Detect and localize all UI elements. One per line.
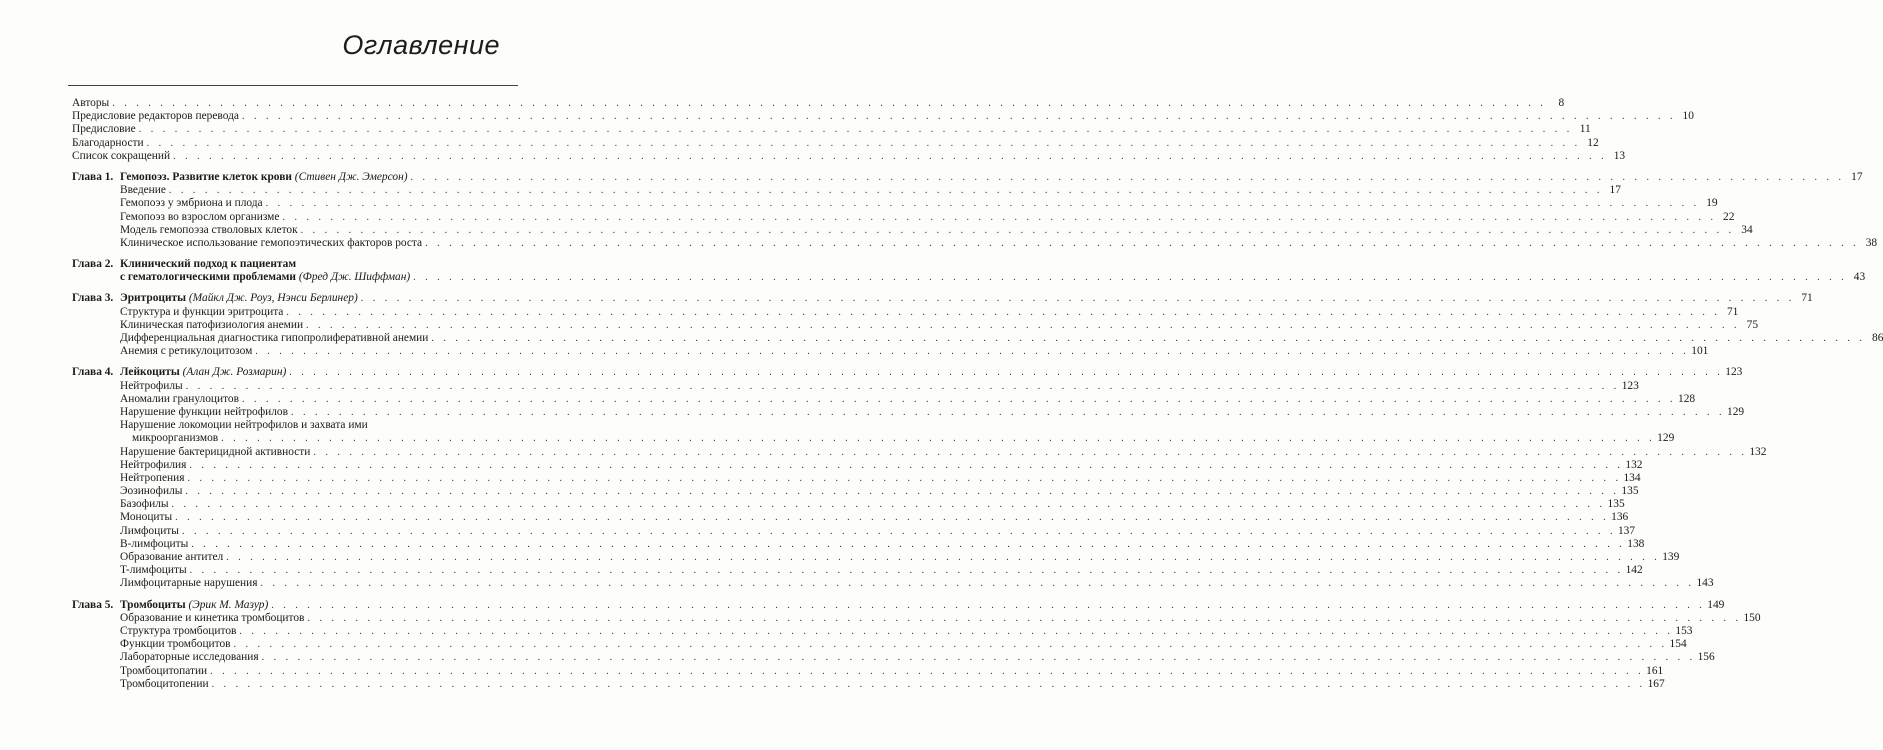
page-number: 22 — [1723, 210, 1735, 223]
page-number: 34 — [1741, 223, 1753, 236]
chapter-author: (Эрик М. Мазур) — [188, 598, 269, 611]
section-entry[interactable] — [72, 677, 1665, 691]
page-number: 136 — [1611, 511, 1629, 524]
section-entry[interactable] — [72, 577, 1714, 590]
chapter-author: (Майкл Дж. Роуз, Нэнси Берлинер) — [188, 292, 358, 305]
section-entry[interactable] — [72, 511, 1629, 524]
entry-title — [120, 271, 413, 284]
dot-leader: . . . . . . . . . . . . . . . . . . . . . . . . . . . . . . . . . . . . . . . . . . . . . . . . . . . . . . . . . . . . . . . . . . . . . . . . . . . . . . . . . . . . . . . . . . . . . . . . . . . . . . . . . . . . . . . . . . . . . . . . — [260, 578, 1695, 590]
entry-title: Введение — [120, 184, 169, 197]
dot-leader: . . . . . . . . . . . . . . . . . . . . . . . . . . . . . . . . . . . . . . . . . . . . . . . . . . . . . . . . . . . . . . . . . . . . . . . . . . . . . . . . . . . . . . . . . . . . . . . . . . . . . . . . . . . . . . . . . . . . . . . . — [300, 224, 1735, 236]
dot-leader: . . . . . . . . . . . . . . . . . . . . . . . . . . . . . . . . . . . . . . . . . . . . . . . . . . . . . . . . . . . . . . . . . . . . . . . . . . . . . . . . . . . . . . . . . . . . . . . . . . . . . . . . . . . . . . . . . . . . . . . . — [271, 599, 1706, 611]
dot-leader: . . . . . . . . . . . . . . . . . . . . . . . . . . . . . . . . . . . . . . . . . . . . . . . . . . . . . . . . . . . . . . . . . . . . . . . . . . . . . . . . . . . . . . . . . . . . . . . . . . . . . . . . . . . . . . . . . . . . . . . . — [286, 306, 1721, 318]
section-entry[interactable] — [72, 305, 1739, 319]
chapter-label: Глава 1. — [72, 170, 114, 183]
chapter-heading[interactable] — [72, 258, 518, 271]
section-entry[interactable] — [72, 236, 1878, 250]
front-matter-entry[interactable] — [72, 136, 1599, 150]
dot-leader: . . . . . . . . . . . . . . . . . . . . . . . . . . . . . . . . . . . . . . . . . . . . . . . . . . . . . . . . . . . . . . . . . . . . . . . . . . . . . . . . . . . . . . . . . . . . . . . . . . . . . . . . . . . . . . . . . . . . . . . . — [187, 472, 1622, 484]
page-number: 128 — [1678, 392, 1696, 405]
entry-title — [120, 366, 289, 379]
chapter-title: Гемопоэз. Развитие клеток крови — [120, 170, 292, 183]
page-number: 167 — [1647, 677, 1665, 690]
entry-title: Предисловие редакторов перевода — [72, 110, 242, 123]
page-number: 86 — [1872, 332, 1883, 344]
chapter-heading[interactable] — [72, 598, 1725, 612]
dot-leader: . . . . . . . . . . . . . . . . . . . . . . . . . . . . . . . . . . . . . . . . . . . . . . . . . . . . . . . . . . . . . . . . . . . . . . . . . . . . . . . . . . . . . . . . . . . . . . . . . . . . . . . . . . . . . . . . . . . . . . . . — [185, 486, 1620, 498]
chapter-label: Глава 3. — [72, 292, 114, 305]
entry-title: Лимфоциты — [120, 525, 182, 538]
front-matter-entry[interactable] — [72, 149, 1626, 163]
entry-title: Анемия с ретикулоцитозом — [120, 345, 255, 358]
dot-leader: . . . . . . . . . . . . . . . . . . . . . . . . . . . . . . . . . . . . . . . . . . . . . . . . . . . . . . . . . . . . . . . . . . . . . . . . . . . . . . . . . . . . . . . . . . . . . . . . . . . . . . . . . . . . . . . . . . . . . . . . — [175, 512, 1610, 524]
chapter-label: Глава 4. — [72, 366, 114, 379]
section-entry[interactable] — [72, 223, 1753, 237]
front-matter-entry[interactable] — [72, 123, 1591, 136]
entry-title: Моноциты — [120, 511, 175, 524]
section-entry[interactable] — [72, 471, 1641, 485]
chapter-heading[interactable] — [72, 366, 1743, 379]
section-entry[interactable]: Нарушение локомоции нейтрофилов и захвата ими — [120, 419, 368, 432]
section-entry[interactable] — [72, 564, 1643, 577]
entry-title: Нарушение функции нейтрофилов — [120, 406, 291, 419]
chapter-title-continued: с гематологическими проблемами — [120, 271, 296, 284]
entry-title: Гемопоэз у эмбриона и плода — [120, 197, 266, 210]
section-entry[interactable] — [72, 405, 1745, 419]
dot-leader: . . . . . . . . . . . . . . . . . . . . . . . . . . . . . . . . . . . . . . . . . . . . . . . . . . . . . . . . . . . . . . . . . . . . . . . . . . . . . . . . . . . . . . . . . . . . . . . . . . . . . . . . . . . . . . . . . . . . . . . . — [282, 211, 1717, 223]
section-gap — [72, 284, 518, 292]
page-number: 142 — [1625, 564, 1643, 577]
chapter-label: Глава 2. — [72, 258, 114, 271]
entry-title: Тромбоцитопатии — [120, 665, 210, 678]
dot-leader: . . . . . . . . . . . . . . . . . . . . . . . . . . . . . . . . . . . . . . . . . . . . . . . . . . . . . . . . . . . . . . . . . . . . . . . . . . . . . . . . . . . . . . . . . . . . . . . . . . . . . . . . . . . . . . . . . . . . . . . . — [425, 237, 1860, 249]
entry-title: Лабораторные исследования — [120, 651, 262, 664]
dot-leader: . . . . . . . . . . . . . . . . . . . . . . . . . . . . . . . . . . . . . . . . . . . . . . . . . . . . . . . . . . . . . . . . . . . . . . . . . . . . . . . . . . . . . . . . . . . . . . . . . . . . . . . . . . . . . . . . . . . . . . . . — [413, 272, 1848, 284]
page-number: 13 — [1613, 149, 1626, 162]
entry-title — [120, 599, 271, 612]
dot-leader: . . . . . . . . . . . . . . . . . . . . . . . . . . . . . . . . . . . . . . . . . . . . . . . . . . . . . . . . . . . . . . . . . . . . . . . . . . . . . . . . . . . . . . . . . . . . . . . . . . . . . . . . . . . . . . . . . . . . . . . . — [171, 499, 1606, 511]
entry-title: Образование антител — [120, 551, 226, 564]
page-number: 43 — [1853, 271, 1866, 284]
section-entry[interactable] — [72, 664, 1664, 678]
chapter-author: (Алан Дж. Розмарин) — [182, 366, 287, 379]
dot-leader: . . . . . . . . . . . . . . . . . . . . . . . . . . . . . . . . . . . . . . . . . . . . . . . . . . . . . . . . . . . . . . . . . . . . . . . . . . . . . . . . . . . . . . . . . . . . . . . . . . . . . . . . . . . . . . . . . . . . . . . . — [291, 406, 1725, 418]
dot-leader: . . . . . . . . . . . . . . . . . . . . . . . . . . . . . . . . . . . . . . . . . . . . . . . . . . . . . . . . . . . . . . . . . . . . . . . . . . . . . . . . . . . . . . . . . . . . . . . . . . . . . . . . . . . . . . . . . . . . . . . . — [138, 124, 1573, 136]
entry-title: Клиническое использование гемопоэтических факторов роста — [120, 237, 425, 250]
page-number: 154 — [1669, 638, 1687, 651]
chapter-heading[interactable] — [72, 170, 1863, 184]
page-number: 129 — [1727, 405, 1745, 418]
page-number: 153 — [1675, 624, 1693, 637]
section-entry[interactable] — [72, 197, 1718, 210]
dot-leader: . . . . . . . . . . . . . . . . . . . . . . . . . . . . . . . . . . . . . . . . . . . . . . . . . . . . . . . . . . . . . . . . . . . . . . . . . . . . . . . . . . . . . . . . . . . . . . . . . . . . . . . . . . . . . . . . . . . . . . . . — [306, 319, 1741, 331]
dot-leader: . . . . . . . . . . . . . . . . . . . . . . . . . . . . . . . . . . . . . . . . . . . . . . . . . . . . . . . . . . . . . . . . . . . . . . . . . . . . . . . . . . . . . . . . . . . . . . . . . . . . . . . . . . . . . . . . . . . . . . . . — [239, 625, 1674, 637]
page-number: 156 — [1697, 651, 1715, 664]
page-number: 150 — [1743, 611, 1761, 624]
chapter-title: Эритроциты — [120, 292, 187, 305]
section-entry[interactable] — [72, 551, 1680, 564]
dot-leader: . . . . . . . . . . . . . . . . . . . . . . . . . . . . . . . . . . . . . . . . . . . . . . . . . . . . . . . . . . . . . . . . . . . . . . . . . . . . . . . . . . . . . . . . . . . . . . . . . . . . . . . . . . . . . . . . . . . . . . . . — [181, 525, 1616, 537]
dot-leader: . . . . . . . . . . . . . . . . . . . . . . . . . . . . . . . . . . . . . . . . . . . . . . . . . . . . . . . . . . . . . . . . . . . . . . . . . . . . . . . . . . . . . . . . . . . . . . . . . . . . . . . . . . . . . . . . . . . . . . . . — [185, 380, 1620, 392]
section-entry[interactable] — [72, 611, 1761, 625]
page-number: 17 — [1851, 170, 1863, 183]
chapter-title: Тромбоциты — [120, 598, 186, 611]
entry-title: Нарушение бактерицидной активности — [120, 446, 313, 459]
front-matter-entry[interactable] — [72, 97, 1565, 110]
chapter-title: Клинический подход к пациентам — [120, 258, 297, 271]
page-number: 138 — [1627, 537, 1645, 550]
page-number: 71 — [1801, 292, 1813, 305]
entry-title: Эозинофилы — [120, 485, 185, 498]
dot-leader: . . . . . . . . . . . . . . . . . . . . . . . . . . . . . . . . . . . . . . . . . . . . . . . . . . . . . . . . . . . . . . . . . . . . . . . . . . . . . . . . . . . . . . . . . . . . . . . . . . . . . . . . . . . . . . . . . . . . . . . . — [410, 171, 1845, 183]
chapter-heading[interactable] — [72, 292, 1813, 305]
entry-title: микроорганизмов — [120, 432, 221, 445]
section-entry[interactable] — [72, 537, 1645, 551]
page-number: 137 — [1617, 524, 1636, 537]
dot-leader: . . . . . . . . . . . . . . . . . . . . . . . . . . . . . . . . . . . . . . . . . . . . . . . . . . . . . . . . . . . . . . . . . . . . . . . . . . . . . . . . . . . . . . . . . . . . . . . . . . . . . . . . . . . . . . . . . . . . . . . . — [233, 639, 1668, 651]
chapter-author: (Фред Дж. Шиффман) — [298, 271, 411, 284]
dot-leader: . . . . . . . . . . . . . . . . . . . . . . . . . . . . . . . . . . . . . . . . . . . . . . . . . . . . . . . . . . . . . . . . . . . . . . . . . . . . . . . . . . . . . . . . . . . . . . . . . . . . . . . . . . . . . . . . . . . . . . . . — [261, 652, 1696, 664]
entry-title: Структура тромбоцитов — [120, 625, 239, 638]
entry-title — [120, 292, 361, 305]
page-number: 12 — [1587, 136, 1599, 149]
dot-leader: . . . . . . . . . . . . . . . . . . . . . . . . . . . . . . . . . . . . . . . . . . . . . . . . . . . . . . . . . . . . . . . . . . . . . . . . . . . . . . . . . . . . . . . . . . . . . . . . . . . . . . . . . . . . . . . . . . . . . . . . — [221, 433, 1656, 445]
section-entry[interactable] — [72, 498, 1625, 511]
page-number: 123 — [1725, 366, 1743, 379]
entry-title: Базофилы — [120, 498, 172, 511]
page-number: 132 — [1749, 445, 1767, 458]
page-number: 8 — [1558, 97, 1565, 109]
section-entry[interactable] — [72, 651, 1715, 664]
entry-title: Нейтропения — [120, 472, 187, 485]
page-number: 101 — [1691, 345, 1709, 358]
section-entry[interactable] — [72, 318, 1759, 332]
page-number: 10 — [1682, 110, 1694, 123]
chapter-author: (Стивен Дж. Эмерсон) — [294, 170, 408, 183]
section-gap — [72, 163, 518, 171]
dot-leader: . . . . . . . . . . . . . . . . . . . . . . . . . . . . . . . . . . . . . . . . . . . . . . . . . . . . . . . . . . . . . . . . . . . . . . . . . . . . . . . . . . . . . . . . . . . . . . . . . . . . . . . . . . . . . . . . . . . . . . . . — [211, 678, 1646, 690]
entry-title: Предисловие — [72, 123, 139, 136]
page-number: 135 — [1607, 498, 1625, 511]
section-entry[interactable] — [72, 624, 1693, 638]
dot-leader: . . . . . . . . . . . . . . . . . . . . . . . . . . . . . . . . . . . . . . . . . . . . . . . . . . . . . . . . . . . . . . . . . . . . . . . . . . . . . . . . . . . . . . . . . . . . . . . . . . . . . . . . . . . . . . . . . . . . . . . . — [146, 137, 1581, 149]
entry-title: Гемопоэз во взрослом организме — [120, 211, 282, 224]
page-number: 123 — [1621, 379, 1639, 392]
chapter-heading-continued[interactable] — [72, 271, 1866, 284]
section-entry-continued[interactable] — [72, 432, 1675, 445]
dot-leader: . . . . . . . . . . . . . . . . . . . . . . . . . . . . . . . . . . . . . . . . . . . . . . . . . . . . . . . . . . . . . . . . . . . . . . . . . . . . . . . . . . . . . . . . . . . . . . . . . . . . . . . . . . . . . . . . . . . . . . . . — [313, 446, 1748, 458]
page-number: 38 — [1865, 236, 1878, 249]
page-number: 75 — [1746, 318, 1759, 331]
page-title: Оглавление — [342, 30, 500, 60]
entry-title: Благодарности — [72, 137, 147, 150]
dot-leader: . . . . . . . . . . . . . . . . . . . . . . . . . . . . . . . . . . . . . . . . . . . . . . . . . . . . . . . . . . . . . . . . . . . . . . . . . . . . . . . . . . . . . . . . . . . . . . . . . . . . . . . . . . . . . . . . . . . . . . . . — [168, 185, 1603, 197]
section-entry[interactable] — [72, 184, 1621, 197]
section-entry[interactable] — [72, 638, 1687, 651]
section-entry[interactable] — [72, 392, 1696, 406]
section-entry[interactable] — [72, 379, 1639, 393]
section-entry[interactable] — [72, 524, 1636, 538]
dot-leader: . . . . . . . . . . . . . . . . . . . . . . . . . . . . . . . . . . . . . . . . . . . . . . . . . . . . . . . . . . . . . . . . . . . . . . . . . . . . . . . . . . . . . . . . . . . . . . . . . . . . . . . . . . . . . . . . . . . . . . . . — [173, 150, 1608, 162]
dot-leader: . . . . . . . . . . . . . . . . . . . . . . . . . . . . . . . . . . . . . . . . . . . . . . . . . . . . . . . . . . . . . . . . . . . . . . . . . . . . . . . . . . . . . . . . . . . . . . . . . . . . . . . . . . . . . . . . . . . . . . . . — [241, 111, 1676, 123]
section-entry[interactable] — [72, 210, 1735, 224]
entry-title: Дифференциальная диагностика гипопролиферативной анемии — [120, 332, 431, 345]
section-entry[interactable] — [72, 332, 1883, 345]
page-number: 161 — [1646, 664, 1664, 677]
page-number: 17 — [1609, 184, 1621, 197]
entry-title — [120, 171, 411, 184]
section-entry[interactable] — [72, 445, 1767, 459]
dot-leader: . . . . . . . . . . . . . . . . . . . . . . . . . . . . . . . . . . . . . . . . . . . . . . . . . . . . . . . . . . . . . . . . . . . . . . . . . . . . . . . . . . . . . . . . . . . . . . . . . . . . . . . . . . . . . . . . . . . . . . . . — [265, 198, 1700, 210]
entry-title: Структура и функции эритроцита — [120, 306, 286, 319]
entry-title: Функции тромбоцитов — [120, 638, 234, 651]
entry-title: Тромбоцитопении — [120, 678, 212, 691]
chapter-title: Лейкоциты — [120, 366, 180, 379]
dot-leader: . . . . . . . . . . . . . . . . . . . . . . . . . . . . . . . . . . . . . . . . . . . . . . . . . . . . . . . . . . . . . . . . . . . . . . . . . . . . . . . . . . . . . . . . . . . . . . . . . . . . . . . . . . . . . . . . . . . . . . . . — [226, 552, 1661, 563]
page-number: 132 — [1625, 458, 1643, 471]
entry-title: Лимфоцитарные нарушения — [120, 577, 260, 590]
page-number: 19 — [1706, 197, 1718, 210]
dot-leader: . . . . . . . . . . . . . . . . . . . . . . . . . . . . . . . . . . . . . . . . . . . . . . . . . . . . . . . . . . . . . . . . . . . . . . . . . . . . . . . . . . . . . . . . . . . . . . . . . . . . . . . . . . . . . . . . . . . . . . . . — [255, 346, 1690, 358]
dot-leader: . . . . . . . . . . . . . . . . . . . . . . . . . . . . . . . . . . . . . . . . . . . . . . . . . . . . . . . . . . . . . . . . . . . . . . . . . . . . . . . . . . . . . . . . . . . . . . . . . . . . . . . . . . . . . . . . . . . . . . . . — [191, 538, 1626, 550]
dot-leader: . . . . . . . . . . . . . . . . . . . . . . . . . . . . . . . . . . . . . . . . . . . . . . . . . . . . . . . . . . . . . . . . . . . . . . . . . . . . . . . . . . . . . . . . . . . . . . . . . . . . . . . . . . . . . . . . . . . . . . . . — [112, 98, 1547, 109]
entry-title: Нейтрофилы — [120, 380, 186, 393]
entry-title: B-лимфоциты — [120, 538, 191, 551]
dot-leader: . . . . . . . . . . . . . . . . . . . . . . . . . . . . . . . . . . . . . . . . . . . . . . . . . . . . . . . . . . . . . . . . . . . . . . . . . . . . . . . . . . . . . . . . . . . . . . . . . . . . . . . . . . . . . . . . . . . . . . . . — [189, 459, 1624, 471]
section-entry[interactable] — [72, 458, 1643, 472]
dot-leader: . . . . . . . . . . . . . . . . . . . . . . . . . . . . . . . . . . . . . . . . . . . . . . . . . . . . . . . . . . . . . . . . . . . . . . . . . . . . . . . . . . . . . . . . . . . . . . . . . . . . . . . . . . . . . . . . . . . . . . . . — [210, 665, 1645, 677]
dot-leader: . . . . . . . . . . . . . . . . . . . . . . . . . . . . . . . . . . . . . . . . . . . . . . . . . . . . . . . . . . . . . . . . . . . . . . . . . . . . . . . . . . . . . . . . . . . . . . . . . . . . . . . . . . . . . . . . . . . . . . . . — [242, 393, 1676, 405]
entry-title: Модель гемопоэза стволовых клеток — [120, 224, 301, 237]
page-number: 135 — [1621, 485, 1639, 498]
entry-title: Авторы — [72, 97, 112, 110]
section-gap — [72, 591, 518, 599]
entry-title: Аномалии гранулоцитов — [120, 393, 242, 406]
entry-title: Клиническая патофизиология анемии — [120, 319, 306, 332]
dot-leader: . . . . . . . . . . . . . . . . . . . . . . . . . . . . . . . . . . . . . . . . . . . . . . . . . . . . . . . . . . . . . . . . . . . . . . . . . . . . . . . . . . . . . . . . . . . . . . . . . . . . . . . . . . . . . . . . . . . . . . . . — [307, 612, 1742, 624]
entry-title: Образование и кинетика тромбоцитов — [120, 612, 307, 625]
dot-leader: . . . . . . . . . . . . . . . . . . . . . . . . . . . . . . . . . . . . . . . . . . . . . . . . . . . . . . . . . . . . . . . . . . . . . . . . . . . . . . . . . . . . . . . . . . . . . . . . . . . . . . . . . . . . . . . . . . . . . . . . — [189, 565, 1624, 577]
page-number: 71 — [1726, 305, 1739, 318]
front-matter-entry[interactable] — [72, 110, 1694, 123]
section-entry[interactable] — [72, 485, 1639, 498]
page-number: 139 — [1662, 551, 1680, 563]
page-number: 143 — [1696, 577, 1714, 590]
section-gap — [72, 358, 518, 366]
section-gap — [72, 250, 518, 258]
page-number: 134 — [1623, 471, 1641, 484]
page-number: 129 — [1657, 432, 1675, 445]
section-entry[interactable] — [72, 345, 1709, 358]
chapter-label: Глава 5. — [72, 598, 114, 611]
dot-leader: . . . . . . . . . . . . . . . . . . . . . . . . . . . . . . . . . . . . . . . . . . . . . . . . . . . . . . . . . . . . . . . . . . . . . . . . . . . . . . . . . . . . . . . . . . . . . . . . . . . . . . . . . . . . . . . . . . . . . . . . — [431, 333, 1866, 344]
page-number: 149 — [1707, 598, 1725, 611]
table-of-contents — [72, 97, 1883, 691]
title-divider — [68, 85, 518, 86]
entry-title: Список сокращений — [72, 150, 173, 163]
dot-leader: . . . . . . . . . . . . . . . . . . . . . . . . . . . . . . . . . . . . . . . . . . . . . . . . . . . . . . . . . . . . . . . . . . . . . . . . . . . . . . . . . . . . . . . . . . . . . . . . . . . . . . . . . . . . . . . . . . . . . . . . — [289, 367, 1724, 379]
page-number: 11 — [1579, 123, 1591, 136]
dot-leader: . . . . . . . . . . . . . . . . . . . . . . . . . . . . . . . . . . . . . . . . . . . . . . . . . . . . . . . . . . . . . . . . . . . . . . . . . . . . . . . . . . . . . . . . . . . . . . . . . . . . . . . . . . . . . . . . . . . . . . . . — [360, 293, 1795, 305]
entry-title: Нейтрофилия — [120, 459, 189, 472]
entry-title: T-лимфоциты — [120, 564, 190, 577]
